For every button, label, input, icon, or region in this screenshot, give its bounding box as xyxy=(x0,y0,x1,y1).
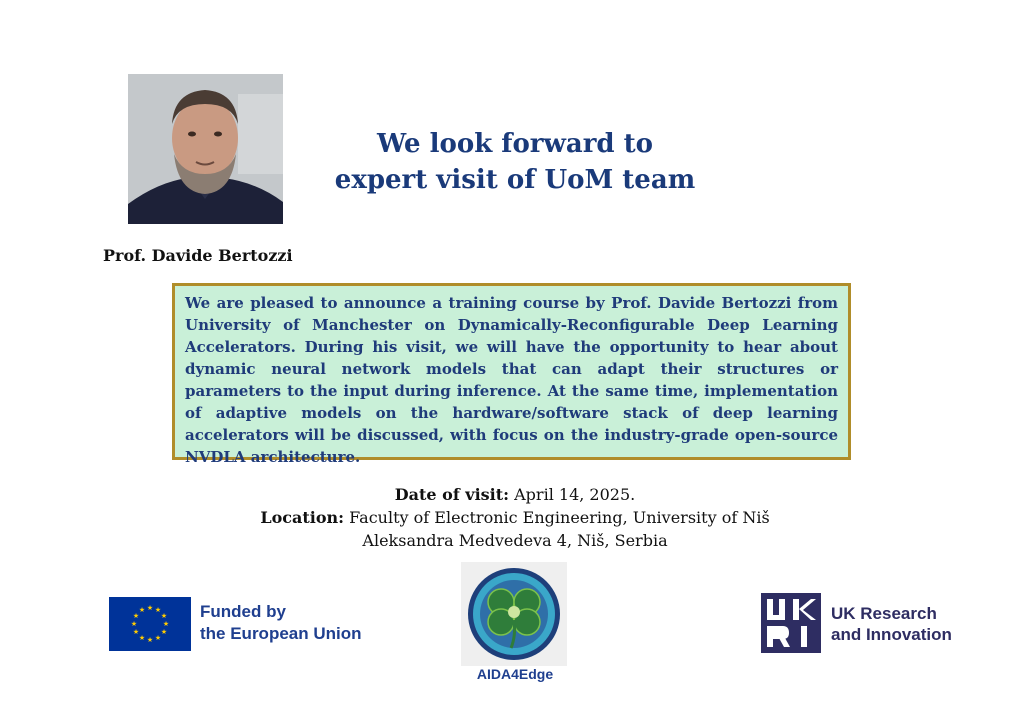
ukri-line-2: and Innovation xyxy=(831,625,952,644)
address-row: Aleksandra Medvedeva 4, Niš, Serbia xyxy=(362,531,668,550)
location-row xyxy=(180,506,850,529)
date-row xyxy=(180,483,850,506)
title-line-1: We look forward to xyxy=(376,129,654,159)
ukri-text xyxy=(831,603,952,645)
svg-text:★: ★ xyxy=(162,620,170,628)
svg-text:★: ★ xyxy=(146,636,154,644)
ukri-line-1: UK Research xyxy=(831,604,937,623)
svg-text:★: ★ xyxy=(154,634,162,642)
svg-text:★: ★ xyxy=(132,612,140,620)
speaker-photo xyxy=(128,74,283,224)
svg-text:★: ★ xyxy=(132,628,140,636)
ukri-logo xyxy=(761,593,821,653)
title-line-2: expert visit of UoM team xyxy=(334,165,696,195)
svg-text:★: ★ xyxy=(146,604,154,612)
announcement-box xyxy=(172,283,851,466)
svg-text:★: ★ xyxy=(138,634,146,642)
speaker-name: Prof. Davide Bertozzi xyxy=(103,246,293,265)
eu-line-1: Funded by xyxy=(200,602,286,621)
date-label: Date of visit: xyxy=(394,485,510,504)
svg-text:★: ★ xyxy=(138,606,146,614)
aida4edge-logo xyxy=(461,562,567,666)
date-value: April 14, 2025. xyxy=(514,485,636,504)
svg-text:★: ★ xyxy=(160,628,168,636)
aida4edge-label: AIDA4Edge xyxy=(476,666,554,682)
eu-flag-logo xyxy=(109,597,191,651)
speaker-portrait xyxy=(128,74,283,224)
location-label: Location: xyxy=(260,508,345,527)
ukri-mark-icon xyxy=(761,593,821,653)
eu-line-2: the European Union xyxy=(200,624,362,643)
page-title xyxy=(330,126,700,198)
announcement-text: We are pleased to announce a training course by Prof. Davide Bertozzi from University of Manchester on Dynamically-Reconfigurable Deep Learning Accelerators. During his visit, we will have the opportunity to hear about dynamic neural network models that can adapt their structures or parameters to the input during inference. At the same time, implementation of adaptive models on the hardware/software stack of deep learning accelerators will be discussed, with focus on the industry-grade open-source NVDLA architecture. xyxy=(185,294,838,466)
clover-icon xyxy=(461,562,567,666)
svg-text:★: ★ xyxy=(160,612,168,620)
svg-text:★: ★ xyxy=(130,620,138,628)
visit-details xyxy=(180,483,850,552)
eu-funding-text xyxy=(200,601,362,645)
eu-stars-icon xyxy=(109,597,191,651)
svg-text:★: ★ xyxy=(154,606,162,614)
location-value: Faculty of Electronic Engineering, University of Niš xyxy=(349,508,770,527)
